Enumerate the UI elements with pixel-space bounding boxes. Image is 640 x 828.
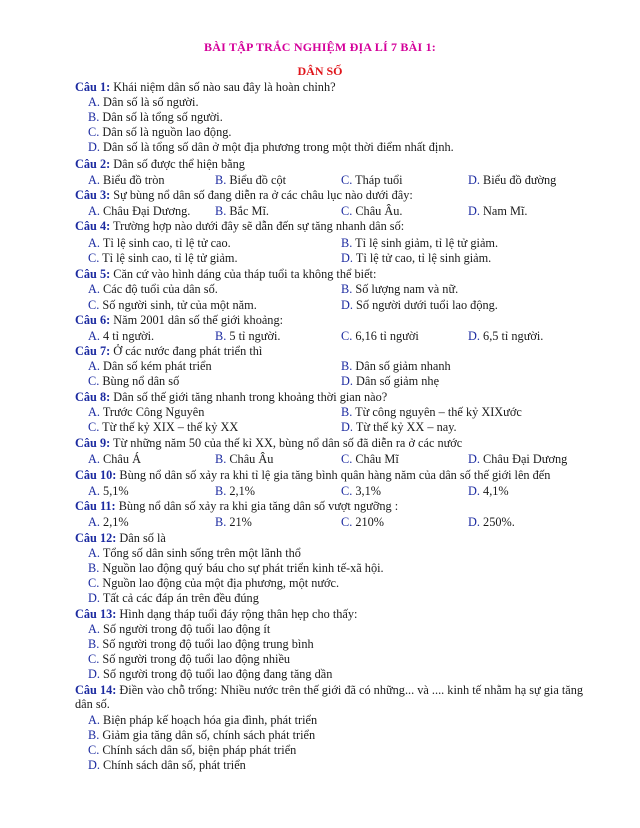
question-text: Trường hợp nào dưới đây sẽ dẫn đến sự tăng nhanh dân số: xyxy=(110,219,405,233)
question-number: Câu 7: xyxy=(75,344,111,358)
option-letter: A. xyxy=(88,515,100,529)
option-text: Từ thế kỷ XIX – thế kỷ XX xyxy=(99,420,239,434)
option-letter: B. xyxy=(88,561,100,575)
question-text: Bùng nổ dân số xảy ra khi gia tăng dân số vượt ngưỡng : xyxy=(115,499,399,513)
question-9 xyxy=(75,436,595,450)
option-text: Dân số là tổng số người. xyxy=(99,110,223,124)
question-text: Dân số thế giới tăng nhanh trong khoảng thời gian nào? xyxy=(110,390,388,404)
option-b[interactable] xyxy=(341,236,498,250)
option-text: 4 tỉ người. xyxy=(99,329,155,343)
option-text: Châu Á xyxy=(99,452,141,466)
option-letter: B. xyxy=(215,515,227,529)
option-letter: B. xyxy=(88,110,100,124)
option-letter: B. xyxy=(215,452,227,466)
option-letter: A. xyxy=(88,484,100,498)
option-b[interactable] xyxy=(88,561,384,575)
option-letter: A. xyxy=(88,713,100,727)
question-4 xyxy=(75,219,595,233)
option-d[interactable] xyxy=(468,204,527,218)
option-a[interactable] xyxy=(88,452,141,466)
question-number: Câu 12: xyxy=(75,531,117,545)
option-a[interactable] xyxy=(88,329,154,343)
option-text: Biểu đồ tròn xyxy=(99,173,165,187)
question-text: Điền vào chỗ trống: Nhiều nước trên thế giới đã có những... và .... kinh tế nhằm hạ sự gia tăng dân số. xyxy=(75,683,584,711)
option-text: Tháp tuổi xyxy=(352,173,403,187)
option-d[interactable] xyxy=(341,420,457,434)
question-text: Sự bùng nổ dân số đang diễn ra ở các châu lục nào dưới đây: xyxy=(110,188,413,202)
option-text: 3,1% xyxy=(352,484,381,498)
option-c[interactable] xyxy=(88,374,179,388)
option-text: Từ thế kỷ XX – nay. xyxy=(352,420,457,434)
question-11 xyxy=(75,499,595,513)
document-title: BÀI TẬP TRẮC NGHIỆM ĐỊA LÍ 7 BÀI 1: xyxy=(204,40,436,54)
question-8 xyxy=(75,390,595,404)
option-a[interactable] xyxy=(88,282,218,296)
option-b[interactable] xyxy=(215,484,255,498)
option-text: 2,1% xyxy=(226,484,255,498)
option-text: 6,16 tỉ người xyxy=(352,329,419,343)
option-c[interactable] xyxy=(88,743,296,757)
option-c[interactable] xyxy=(88,576,339,590)
option-c[interactable] xyxy=(88,652,290,666)
option-text: Nguồn lao động của một địa phương, một nước. xyxy=(99,576,340,590)
option-text: Số lượng nam và nữ. xyxy=(352,282,459,296)
option-a[interactable] xyxy=(88,359,212,373)
option-text: 250%. xyxy=(479,515,515,529)
option-text: 6,5 tỉ người. xyxy=(479,329,544,343)
option-text: Tất cả các đáp án trên đều đúng xyxy=(99,591,259,605)
option-c[interactable] xyxy=(341,515,384,529)
option-text: Bắc Mĩ. xyxy=(226,204,269,218)
option-text: Bùng nổ dân số xyxy=(99,374,180,388)
document-subtitle: DÂN SỐ xyxy=(297,64,343,78)
option-b[interactable] xyxy=(215,329,280,343)
option-letter: B. xyxy=(215,484,227,498)
option-text: Dân số là tổng số dân ở một địa phương trong một thời điểm nhất định. xyxy=(99,140,454,154)
question-1 xyxy=(75,80,595,94)
option-letter: C. xyxy=(88,743,100,757)
option-d[interactable] xyxy=(468,329,543,343)
option-text: Chính sách dân số, biện pháp phát triển xyxy=(99,743,297,757)
option-text: Nam Mĩ. xyxy=(479,204,528,218)
option-letter: B. xyxy=(215,329,227,343)
question-13 xyxy=(75,607,595,621)
option-c[interactable] xyxy=(341,329,419,343)
option-a[interactable] xyxy=(88,204,190,218)
option-letter: A. xyxy=(88,95,100,109)
option-b[interactable] xyxy=(88,110,223,124)
option-letter: C. xyxy=(88,652,100,666)
option-d[interactable] xyxy=(341,298,498,312)
option-a[interactable] xyxy=(88,622,270,636)
option-text: Châu Âu. xyxy=(352,204,403,218)
option-text: Chính sách dân số, phát triển xyxy=(99,758,246,772)
option-a[interactable] xyxy=(88,236,231,250)
option-letter: C. xyxy=(341,484,353,498)
question-text: Căn cứ vào hình dáng của tháp tuổi ta không thể biết: xyxy=(110,267,377,281)
question-5 xyxy=(75,267,595,281)
option-letter: C. xyxy=(341,452,353,466)
question-number: Câu 13: xyxy=(75,607,117,621)
question-number: Câu 10: xyxy=(75,468,117,482)
option-letter: D. xyxy=(468,329,480,343)
option-letter: B. xyxy=(215,204,227,218)
option-text: Số người trong độ tuổi lao động nhiều xyxy=(99,652,291,666)
option-b[interactable] xyxy=(341,359,451,373)
option-letter: A. xyxy=(88,452,100,466)
option-d[interactable] xyxy=(88,758,246,772)
option-letter: B. xyxy=(88,728,100,742)
option-text: Biểu đồ đường xyxy=(479,173,557,187)
option-letter: B. xyxy=(341,282,353,296)
option-text: Biện pháp kế hoạch hóa gia đình, phát triển xyxy=(99,713,318,727)
option-text: Châu Đại Dương xyxy=(479,452,568,466)
option-text: Số người trong độ tuổi lao động ít xyxy=(99,622,271,636)
question-number: Câu 9: xyxy=(75,436,111,450)
option-d[interactable] xyxy=(88,667,332,681)
question-text: Hình dạng tháp tuổi đáy rộng thân hẹp cho thấy: xyxy=(116,607,358,621)
option-letter: C. xyxy=(88,374,100,388)
question-3 xyxy=(75,188,595,202)
option-letter: D. xyxy=(88,591,100,605)
option-letter: D. xyxy=(341,420,353,434)
option-letter: A. xyxy=(88,329,100,343)
option-d[interactable] xyxy=(468,515,515,529)
option-letter: C. xyxy=(88,125,100,139)
option-text: Từ công nguyên – thế kỷ XIXước xyxy=(352,405,522,419)
option-letter: A. xyxy=(88,546,100,560)
option-letter: C. xyxy=(341,515,353,529)
option-letter: A. xyxy=(88,173,100,187)
option-letter: C. xyxy=(88,576,100,590)
question-number: Câu 1: xyxy=(75,80,111,94)
option-text: Số người dưới tuổi lao động. xyxy=(352,298,498,312)
option-letter: C. xyxy=(88,298,100,312)
option-text: 210% xyxy=(352,515,385,529)
option-letter: C. xyxy=(341,204,353,218)
option-text: Dân số kém phát triển xyxy=(99,359,212,373)
question-number: Câu 8: xyxy=(75,390,111,404)
option-c[interactable] xyxy=(341,204,403,218)
option-letter: D. xyxy=(468,452,480,466)
option-d[interactable] xyxy=(468,173,556,187)
option-text: Dân số là nguồn lao động. xyxy=(99,125,232,139)
option-text: Châu Mĩ xyxy=(352,452,399,466)
question-number: Câu 2: xyxy=(75,157,111,171)
option-text: Tỉ lệ sinh giảm, tỉ lệ tử giảm. xyxy=(352,236,499,250)
option-text: Các độ tuổi của dân số. xyxy=(99,282,218,296)
question-text: Dân số là xyxy=(116,531,166,545)
option-letter: D. xyxy=(341,298,353,312)
option-c[interactable] xyxy=(88,420,238,434)
option-letter: C. xyxy=(341,329,353,343)
option-text: 21% xyxy=(226,515,252,529)
option-d[interactable] xyxy=(88,591,259,605)
option-text: Tổng số dân sinh sống trên một lãnh thổ xyxy=(99,546,301,560)
option-letter: D. xyxy=(88,667,100,681)
option-d[interactable] xyxy=(88,140,454,154)
option-letter: A. xyxy=(88,359,100,373)
option-b[interactable] xyxy=(341,282,458,296)
option-d[interactable] xyxy=(341,251,491,265)
question-2 xyxy=(75,157,595,171)
option-c[interactable] xyxy=(88,251,238,265)
option-text: Tỉ lệ sinh cao, tỉ lệ tử giảm. xyxy=(99,251,238,265)
option-text: Châu Đại Dương. xyxy=(99,204,191,218)
option-letter: A. xyxy=(88,622,100,636)
option-letter: D. xyxy=(341,251,353,265)
question-text: Dân số được thể hiện bằng xyxy=(110,157,245,171)
option-letter: A. xyxy=(88,204,100,218)
option-letter: C. xyxy=(88,251,100,265)
question-number: Câu 3: xyxy=(75,188,111,202)
option-d[interactable] xyxy=(468,484,509,498)
option-a[interactable] xyxy=(88,484,129,498)
option-letter: C. xyxy=(88,420,100,434)
option-letter: D. xyxy=(468,173,480,187)
option-letter: B. xyxy=(341,405,353,419)
question-14 xyxy=(75,683,595,711)
option-text: Dân số giảm nhẹ xyxy=(352,374,440,388)
option-letter: D. xyxy=(468,515,480,529)
question-text: Ở các nước đang phát triển thì xyxy=(110,344,263,358)
option-b[interactable] xyxy=(215,452,273,466)
option-letter: B. xyxy=(341,236,353,250)
option-text: 2,1% xyxy=(99,515,129,529)
option-c[interactable] xyxy=(341,484,381,498)
option-letter: D. xyxy=(468,204,480,218)
question-number: Câu 11: xyxy=(75,499,116,513)
option-letter: D. xyxy=(341,374,353,388)
option-c[interactable] xyxy=(88,298,257,312)
question-6 xyxy=(75,313,595,327)
option-text: 5,1% xyxy=(99,484,129,498)
question-number: Câu 4: xyxy=(75,219,111,233)
option-a[interactable] xyxy=(88,546,301,560)
option-d[interactable] xyxy=(468,452,567,466)
option-text: 4,1% xyxy=(479,484,509,498)
question-12 xyxy=(75,531,595,545)
option-text: Dân số giảm nhanh xyxy=(352,359,451,373)
option-b[interactable] xyxy=(341,405,522,419)
question-number: Câu 6: xyxy=(75,313,111,327)
option-c[interactable] xyxy=(88,125,231,139)
question-10 xyxy=(75,468,595,482)
option-text: Trước Công Nguyên xyxy=(99,405,205,419)
option-a[interactable] xyxy=(88,95,199,109)
option-text: Tỉ lệ sinh cao, tỉ lệ tử cao. xyxy=(99,236,231,250)
option-b[interactable] xyxy=(215,515,252,529)
question-text: Bùng nổ dân số xảy ra khi tỉ lệ gia tăng bình quân hàng năm của dân số thế giới lên đến xyxy=(116,468,551,482)
option-letter: D. xyxy=(88,140,100,154)
option-a[interactable] xyxy=(88,405,204,419)
option-b[interactable] xyxy=(88,728,315,742)
option-letter: C. xyxy=(341,173,353,187)
option-b[interactable] xyxy=(88,637,314,651)
question-text: Từ những năm 50 của thế kỉ XX, bùng nổ dân số đã diễn ra ở các nước xyxy=(110,436,463,450)
option-c[interactable] xyxy=(341,173,403,187)
question-number: Câu 14: xyxy=(75,683,117,697)
option-text: Số người trong độ tuổi lao động đang tăng dần xyxy=(99,667,333,681)
question-text: Khái niệm dân số nào sau đây là hoàn chỉnh? xyxy=(110,80,336,94)
option-text: Dân số là số người. xyxy=(99,95,199,109)
option-letter: B. xyxy=(341,359,353,373)
option-text: Nguồn lao động quý báu cho sự phát triển kinh tế-xã hội. xyxy=(99,561,384,575)
option-a[interactable] xyxy=(88,515,129,529)
option-c[interactable] xyxy=(341,452,399,466)
option-text: Biểu đồ cột xyxy=(226,173,287,187)
option-letter: A. xyxy=(88,405,100,419)
option-text: Số người trong độ tuổi lao động trung bình xyxy=(99,637,314,651)
option-a[interactable] xyxy=(88,173,165,187)
question-7 xyxy=(75,344,595,358)
option-d[interactable] xyxy=(341,374,439,388)
option-text: Giảm gia tăng dân số, chính sách phát triển xyxy=(99,728,316,742)
option-letter: B. xyxy=(215,173,227,187)
option-text: Tỉ lệ tử cao, tỉ lệ sinh giảm. xyxy=(352,251,492,265)
question-number: Câu 5: xyxy=(75,267,111,281)
option-text: Châu Âu xyxy=(226,452,274,466)
option-letter: B. xyxy=(88,637,100,651)
option-a[interactable] xyxy=(88,713,317,727)
option-letter: D. xyxy=(468,484,480,498)
option-text: Số người sinh, tử của một năm. xyxy=(99,298,257,312)
option-letter: D. xyxy=(88,758,100,772)
question-text: Năm 2001 dân số thế giới khoảng: xyxy=(110,313,284,327)
option-b[interactable] xyxy=(215,173,286,187)
option-b[interactable] xyxy=(215,204,269,218)
option-letter: A. xyxy=(88,282,100,296)
option-letter: A. xyxy=(88,236,100,250)
option-text: 5 tỉ người. xyxy=(226,329,281,343)
